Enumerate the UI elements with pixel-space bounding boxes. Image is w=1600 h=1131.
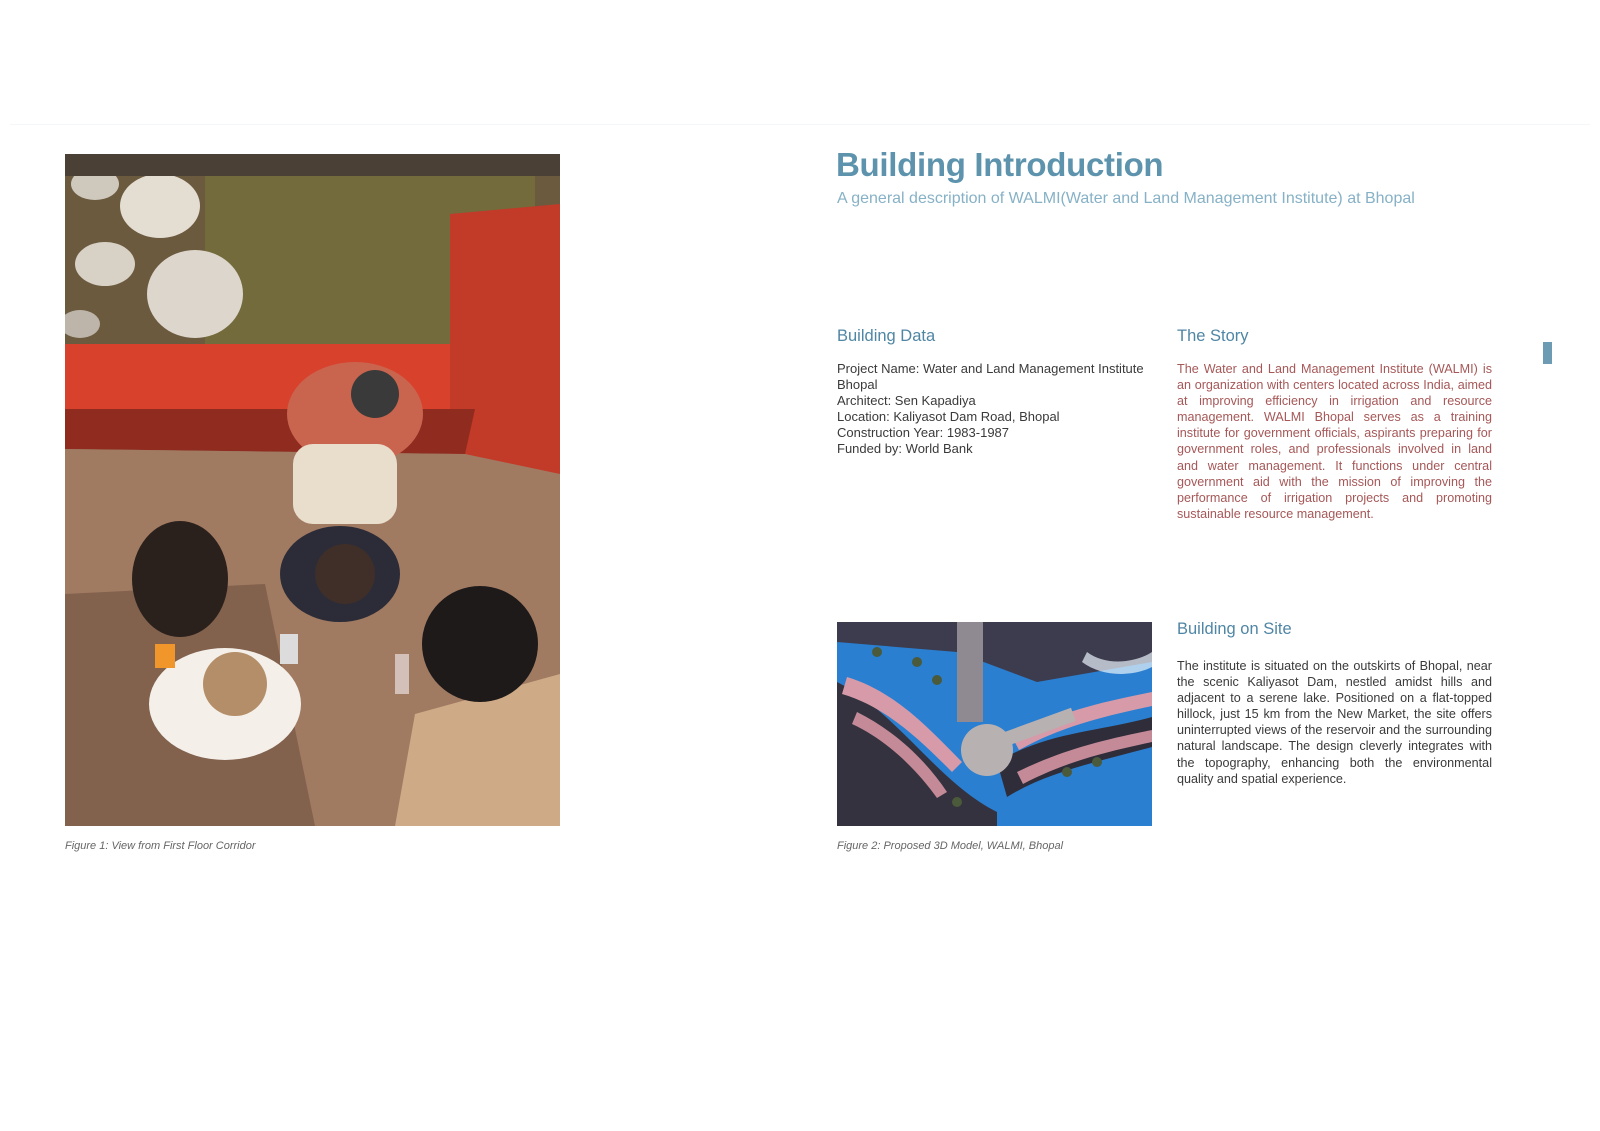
building-data-item: Funded by: World Bank [837,441,973,457]
page-title: Building Introduction [836,146,1164,183]
model-photo [837,622,1152,826]
building-data-item: Construction Year: 1983-1987 [837,425,1010,441]
building-on-site-heading: Building on Site [1177,620,1292,638]
figure-2-caption: Figure 2: Proposed 3D Model, WALMI, Bhopal [837,840,1064,852]
page-tab-marker [1543,342,1552,364]
figure-1-caption: Figure 1: View from First Floor Corridor [65,840,256,852]
building-data-item: Location: Kaliyasot Dam Road, Bhopal [837,409,1060,425]
building-data-heading: Building Data [837,327,936,345]
page-subtitle: A general description of WALMI(Water and Land Management Institute) at Bhopal [837,190,1415,207]
building-data-item: Project Name: Water and Land Management Institute Bhopal [837,361,1144,393]
story-heading: The Story [1177,327,1249,345]
building-on-site-paragraph: The institute is situated on the outskirts of Bhopal, near the scenic Kaliyasot Dam, nestled amidst hills and adjacent to a serene lake. Positioned on a flat-topped hillock, just 15 km from the New Market, the site offers uninterrupted views of the reservoir and the surrounding natural landscape. The design cleverly integrates with the topography, enhancing both the environmental quality and spatial experience. [1177,659,1492,786]
building-data-list [837,361,1157,458]
corridor-photo [65,154,560,826]
story-paragraph: The Water and Land Management Institute (WALMI) is an organization with centers located across India, aimed at improving efficiency in irrigation and resource management. WALMI Bhopal serves as a training institute for government officials, aspirants preparing for government roles, and professionals involved in land and water management. It functions under central government aid with the mission of improving the performance of irrigation projects and promoting sustainable resource management. [1177,362,1492,521]
header-divider [10,124,1590,125]
building-data-item: Architect: Sen Kapadiya [837,393,976,409]
